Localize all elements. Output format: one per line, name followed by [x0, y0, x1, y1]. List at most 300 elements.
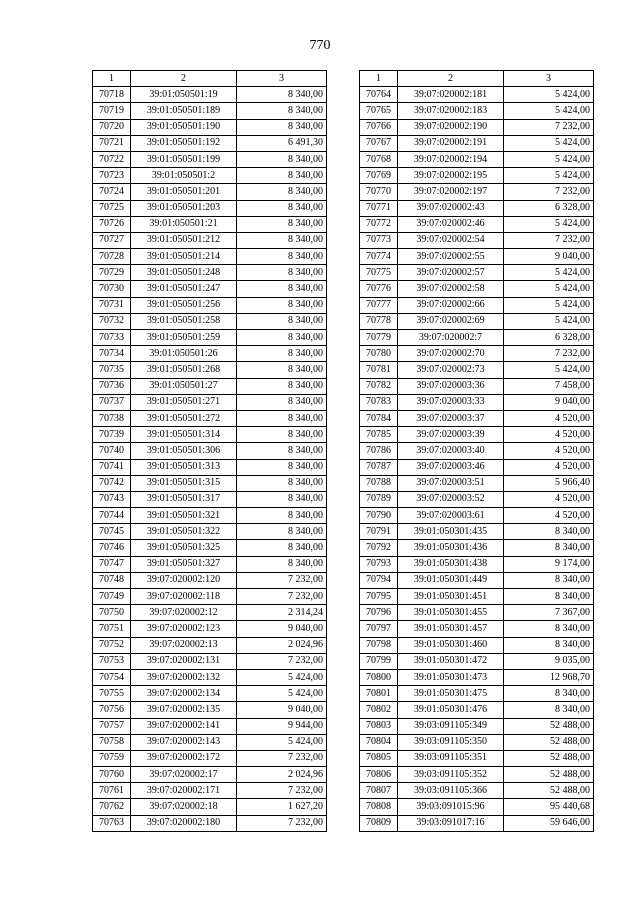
table-row — [360, 87, 594, 103]
cadastral-value: 7 232,00 — [504, 346, 594, 362]
cadastral-value: 8 340,00 — [237, 427, 327, 443]
row-number: 70775 — [360, 265, 398, 281]
table-row — [360, 653, 594, 669]
row-number: 70802 — [360, 702, 398, 718]
cadastral-number: 39:01:050501:21 — [131, 216, 237, 232]
cadastral-value: 7 232,00 — [237, 750, 327, 766]
table-row — [93, 346, 327, 362]
table-row — [93, 184, 327, 200]
row-number: 70805 — [360, 750, 398, 766]
row-number: 70719 — [93, 103, 131, 119]
cadastral-value: 52 488,00 — [504, 718, 594, 734]
table-row — [93, 783, 327, 799]
cadastral-number: 39:07:020002:73 — [398, 362, 504, 378]
row-number: 70782 — [360, 378, 398, 394]
cadastral-number: 39:07:020002:46 — [398, 216, 504, 232]
cadastral-value: 5 424,00 — [504, 265, 594, 281]
row-number: 70746 — [93, 540, 131, 556]
row-number: 70801 — [360, 686, 398, 702]
table-row — [93, 750, 327, 766]
table-row — [93, 718, 327, 734]
table-row — [93, 540, 327, 556]
cadastral-number: 39:07:020003:40 — [398, 443, 504, 459]
table-row — [93, 249, 327, 265]
cadastral-number: 39:01:050301:451 — [398, 589, 504, 605]
cadastral-value: 8 340,00 — [237, 184, 327, 200]
cadastral-number: 39:01:050501:321 — [131, 508, 237, 524]
table-row — [360, 540, 594, 556]
cadastral-number: 39:07:020002:194 — [398, 151, 504, 167]
table-row — [93, 135, 327, 151]
cadastral-number: 39:07:020002:13 — [131, 637, 237, 653]
cadastral-number: 39:01:050301:460 — [398, 637, 504, 653]
cadastral-number: 39:01:050501:247 — [131, 281, 237, 297]
cadastral-value: 8 340,00 — [237, 281, 327, 297]
cadastral-number: 39:01:050501:317 — [131, 491, 237, 507]
row-number: 70726 — [93, 216, 131, 232]
cadastral-number: 39:01:050301:457 — [398, 621, 504, 637]
table-row — [93, 151, 327, 167]
table-row — [360, 297, 594, 313]
row-number: 70720 — [93, 119, 131, 135]
table-row — [360, 475, 594, 491]
cadastral-value: 52 488,00 — [504, 783, 594, 799]
table-row — [360, 330, 594, 346]
cadastral-value: 8 340,00 — [237, 394, 327, 410]
cadastral-value: 59 646,00 — [504, 815, 594, 831]
table-row — [360, 443, 594, 459]
cadastral-value: 52 488,00 — [504, 750, 594, 766]
row-number: 70751 — [93, 621, 131, 637]
row-number: 70769 — [360, 168, 398, 184]
cadastral-number: 39:01:050501:199 — [131, 151, 237, 167]
table-row — [93, 265, 327, 281]
cadastral-value: 8 340,00 — [237, 362, 327, 378]
header-row — [360, 71, 594, 87]
cadastral-number: 39:01:050501:259 — [131, 330, 237, 346]
table-row — [360, 151, 594, 167]
cadastral-value: 8 340,00 — [504, 621, 594, 637]
cadastral-value: 8 340,00 — [504, 589, 594, 605]
cadastral-number: 39:07:020002:171 — [131, 783, 237, 799]
table-row — [360, 346, 594, 362]
row-number: 70767 — [360, 135, 398, 151]
cadastral-number: 39:01:050501:203 — [131, 200, 237, 216]
row-number: 70774 — [360, 249, 398, 265]
cadastral-number: 39:07:020002:57 — [398, 265, 504, 281]
table-row — [93, 427, 327, 443]
cadastral-value: 8 340,00 — [237, 265, 327, 281]
row-number: 70806 — [360, 767, 398, 783]
cadastral-value: 9 944,00 — [237, 718, 327, 734]
row-number: 70744 — [93, 508, 131, 524]
table-row — [93, 297, 327, 313]
cadastral-number: 39:07:020002:131 — [131, 653, 237, 669]
table-row — [93, 103, 327, 119]
cadastral-value: 7 232,00 — [504, 232, 594, 248]
row-number: 70745 — [93, 524, 131, 540]
row-number: 70789 — [360, 491, 398, 507]
cadastral-number: 39:01:050301:455 — [398, 605, 504, 621]
table-row — [360, 734, 594, 750]
row-number: 70770 — [360, 184, 398, 200]
cadastral-number: 39:01:050301:475 — [398, 686, 504, 702]
row-number: 70725 — [93, 200, 131, 216]
cadastral-value: 8 340,00 — [237, 151, 327, 167]
cadastral-value: 4 520,00 — [504, 443, 594, 459]
table-row — [360, 783, 594, 799]
cadastral-number: 39:01:050501:212 — [131, 232, 237, 248]
row-number: 70798 — [360, 637, 398, 653]
table-row — [93, 799, 327, 815]
table-row — [360, 718, 594, 734]
table-row — [360, 459, 594, 475]
row-number: 70795 — [360, 589, 398, 605]
cadastral-value: 8 340,00 — [237, 313, 327, 329]
cadastral-value: 6 491,30 — [237, 135, 327, 151]
table-row — [360, 637, 594, 653]
cadastral-value: 8 340,00 — [237, 249, 327, 265]
cadastral-number: 39:01:050501:325 — [131, 540, 237, 556]
cadastral-number: 39:07:020002:181 — [398, 87, 504, 103]
cadastral-value: 6 328,00 — [504, 330, 594, 346]
row-number: 70730 — [93, 281, 131, 297]
row-number: 70750 — [93, 605, 131, 621]
cadastral-value: 5 424,00 — [504, 362, 594, 378]
cadastral-number: 39:03:091015:96 — [398, 799, 504, 815]
cadastral-value: 5 424,00 — [504, 103, 594, 119]
table-row — [93, 556, 327, 572]
row-number: 70759 — [93, 750, 131, 766]
cadastral-value: 8 340,00 — [237, 103, 327, 119]
table-row — [360, 556, 594, 572]
row-number: 70804 — [360, 734, 398, 750]
row-number: 70749 — [93, 589, 131, 605]
row-number: 70765 — [360, 103, 398, 119]
table-row — [360, 686, 594, 702]
row-number: 70809 — [360, 815, 398, 831]
table-row — [93, 168, 327, 184]
table-row — [360, 799, 594, 815]
cadastral-number: 39:07:020002:197 — [398, 184, 504, 200]
cadastral-number: 39:03:091105:352 — [398, 767, 504, 783]
cadastral-number: 39:07:020002:123 — [131, 621, 237, 637]
cadastral-value: 8 340,00 — [237, 475, 327, 491]
row-number: 70790 — [360, 508, 398, 524]
cadastral-value: 8 340,00 — [237, 443, 327, 459]
row-number: 70779 — [360, 330, 398, 346]
cadastral-number: 39:01:050301:449 — [398, 572, 504, 588]
table-row — [93, 589, 327, 605]
table-row — [360, 669, 594, 685]
cadastral-number: 39:01:050501:192 — [131, 135, 237, 151]
cadastral-number: 39:07:020002:69 — [398, 313, 504, 329]
cadastral-number: 39:07:020003:52 — [398, 491, 504, 507]
table-row — [360, 281, 594, 297]
cadastral-number: 39:01:050501:315 — [131, 475, 237, 491]
table-row — [360, 815, 594, 831]
row-number: 70762 — [93, 799, 131, 815]
cadastral-value: 2 024,96 — [237, 767, 327, 783]
cadastral-value: 4 520,00 — [504, 491, 594, 507]
table-row — [93, 216, 327, 232]
cadastral-number: 39:01:050501:313 — [131, 459, 237, 475]
table-row — [93, 378, 327, 394]
cadastral-value: 8 340,00 — [237, 346, 327, 362]
row-number: 70760 — [93, 767, 131, 783]
cadastral-value: 8 340,00 — [237, 232, 327, 248]
cadastral-number: 39:01:050301:472 — [398, 653, 504, 669]
cadastral-number: 39:01:050501:272 — [131, 410, 237, 426]
cadastral-value: 8 340,00 — [237, 410, 327, 426]
cadastral-number: 39:07:020002:120 — [131, 572, 237, 588]
cadastral-value: 9 040,00 — [504, 394, 594, 410]
row-number: 70739 — [93, 427, 131, 443]
row-number: 70787 — [360, 459, 398, 475]
cadastral-value: 8 340,00 — [237, 200, 327, 216]
cadastral-number: 39:01:050501:268 — [131, 362, 237, 378]
table-row — [93, 87, 327, 103]
table-row — [360, 605, 594, 621]
table-row — [360, 232, 594, 248]
cadastral-value: 8 340,00 — [237, 491, 327, 507]
row-number: 70727 — [93, 232, 131, 248]
row-number: 70772 — [360, 216, 398, 232]
table-row — [93, 119, 327, 135]
column-header-1: 1 — [360, 71, 398, 87]
cadastral-number: 39:07:020003:51 — [398, 475, 504, 491]
cadastral-number: 39:07:020002:55 — [398, 249, 504, 265]
cadastral-value: 7 367,00 — [504, 605, 594, 621]
cadastral-value: 8 340,00 — [504, 572, 594, 588]
cadastral-value: 8 340,00 — [504, 702, 594, 718]
row-number: 70724 — [93, 184, 131, 200]
table-row — [93, 524, 327, 540]
cadastral-value: 8 340,00 — [237, 508, 327, 524]
table-row — [360, 508, 594, 524]
cadastral-value: 9 035,00 — [504, 653, 594, 669]
table-row — [93, 330, 327, 346]
table-row — [93, 443, 327, 459]
table-row — [360, 524, 594, 540]
row-number: 70752 — [93, 637, 131, 653]
cadastral-value: 4 520,00 — [504, 410, 594, 426]
table-row — [93, 459, 327, 475]
row-number: 70771 — [360, 200, 398, 216]
cadastral-value: 5 424,00 — [504, 168, 594, 184]
table-row — [93, 702, 327, 718]
cadastral-number: 39:07:020002:70 — [398, 346, 504, 362]
cadastral-number: 39:07:020002:18 — [131, 799, 237, 815]
table-row — [93, 605, 327, 621]
cadastral-number: 39:01:050501:271 — [131, 394, 237, 410]
cadastral-number: 39:01:050501:327 — [131, 556, 237, 572]
cadastral-value: 8 340,00 — [237, 378, 327, 394]
cadastral-number: 39:07:020002:135 — [131, 702, 237, 718]
cadastral-value: 5 424,00 — [504, 313, 594, 329]
cadastral-number: 39:07:020002:54 — [398, 232, 504, 248]
row-number: 70786 — [360, 443, 398, 459]
table-row — [360, 427, 594, 443]
column-header-1: 1 — [93, 71, 131, 87]
cadastral-number: 39:07:020002:143 — [131, 734, 237, 750]
row-number: 70799 — [360, 653, 398, 669]
cadastral-value: 8 340,00 — [504, 686, 594, 702]
cadastral-number: 39:07:020002:118 — [131, 589, 237, 605]
table-row — [360, 702, 594, 718]
cadastral-value: 9 174,00 — [504, 556, 594, 572]
cadastral-number: 39:07:020002:180 — [131, 815, 237, 831]
cadastral-number: 39:07:020002:191 — [398, 135, 504, 151]
row-number: 70785 — [360, 427, 398, 443]
table-row — [93, 734, 327, 750]
column-header-2: 2 — [398, 71, 504, 87]
row-number: 70791 — [360, 524, 398, 540]
cadastral-value: 9 040,00 — [504, 249, 594, 265]
cadastral-value: 8 340,00 — [237, 459, 327, 475]
cadastral-number: 39:07:020002:17 — [131, 767, 237, 783]
cadastral-number: 39:01:050501:248 — [131, 265, 237, 281]
table-row — [360, 200, 594, 216]
table-row — [360, 621, 594, 637]
cadastral-value: 8 340,00 — [504, 637, 594, 653]
row-number: 70793 — [360, 556, 398, 572]
cadastral-value: 1 627,20 — [237, 799, 327, 815]
cadastral-value: 7 232,00 — [504, 184, 594, 200]
cadastral-value: 4 520,00 — [504, 508, 594, 524]
cadastral-value: 5 424,00 — [237, 734, 327, 750]
cadastral-number: 39:01:050301:476 — [398, 702, 504, 718]
register-table-right — [359, 70, 594, 832]
cadastral-value: 7 232,00 — [237, 815, 327, 831]
row-number: 70797 — [360, 621, 398, 637]
cadastral-value: 7 232,00 — [504, 119, 594, 135]
cadastral-number: 39:07:020002:190 — [398, 119, 504, 135]
cadastral-number: 39:01:050301:473 — [398, 669, 504, 685]
table-row — [360, 135, 594, 151]
cadastral-number: 39:01:050301:435 — [398, 524, 504, 540]
cadastral-value: 7 232,00 — [237, 572, 327, 588]
cadastral-number: 39:07:020002:66 — [398, 297, 504, 313]
cadastral-number: 39:07:020002:141 — [131, 718, 237, 734]
cadastral-number: 39:01:050501:26 — [131, 346, 237, 362]
cadastral-number: 39:07:020002:183 — [398, 103, 504, 119]
row-number: 70781 — [360, 362, 398, 378]
table-row — [360, 767, 594, 783]
cadastral-value: 12 968,70 — [504, 669, 594, 685]
row-number: 70803 — [360, 718, 398, 734]
cadastral-value: 2 024,96 — [237, 637, 327, 653]
row-number: 70756 — [93, 702, 131, 718]
table-row — [360, 184, 594, 200]
cadastral-value: 9 040,00 — [237, 702, 327, 718]
cadastral-number: 39:01:050501:322 — [131, 524, 237, 540]
cadastral-value: 4 520,00 — [504, 459, 594, 475]
row-number: 70807 — [360, 783, 398, 799]
cadastral-number: 39:03:091105:366 — [398, 783, 504, 799]
cadastral-value: 7 232,00 — [237, 783, 327, 799]
cadastral-value: 5 424,00 — [504, 87, 594, 103]
cadastral-value: 5 424,00 — [504, 151, 594, 167]
row-number: 70800 — [360, 669, 398, 685]
cadastral-number: 39:07:020002:172 — [131, 750, 237, 766]
row-number: 70733 — [93, 330, 131, 346]
table-row — [93, 313, 327, 329]
cadastral-value: 5 966,40 — [504, 475, 594, 491]
cadastral-value: 5 424,00 — [504, 216, 594, 232]
table-row — [93, 232, 327, 248]
cadastral-value: 8 340,00 — [237, 330, 327, 346]
table-row — [93, 572, 327, 588]
row-number: 70747 — [93, 556, 131, 572]
table-row — [93, 686, 327, 702]
cadastral-value: 52 488,00 — [504, 767, 594, 783]
cadastral-value: 4 520,00 — [504, 427, 594, 443]
cadastral-value: 7 232,00 — [237, 589, 327, 605]
cadastral-number: 39:01:050501:19 — [131, 87, 237, 103]
row-number: 70742 — [93, 475, 131, 491]
row-number: 70755 — [93, 686, 131, 702]
row-number: 70718 — [93, 87, 131, 103]
cadastral-number: 39:07:020002:12 — [131, 605, 237, 621]
row-number: 70780 — [360, 346, 398, 362]
table-row — [93, 362, 327, 378]
table-row — [360, 313, 594, 329]
row-number: 70764 — [360, 87, 398, 103]
table-row — [360, 119, 594, 135]
table-row — [360, 249, 594, 265]
table-row — [93, 200, 327, 216]
row-number: 70721 — [93, 135, 131, 151]
table-row — [360, 750, 594, 766]
row-number: 70723 — [93, 168, 131, 184]
cadastral-number: 39:07:020002:132 — [131, 669, 237, 685]
cadastral-number: 39:01:050501:189 — [131, 103, 237, 119]
row-number: 70738 — [93, 410, 131, 426]
cadastral-value: 9 040,00 — [237, 621, 327, 637]
row-number: 70808 — [360, 799, 398, 815]
row-number: 70776 — [360, 281, 398, 297]
row-number: 70737 — [93, 394, 131, 410]
cadastral-number: 39:07:020003:61 — [398, 508, 504, 524]
cadastral-value: 5 424,00 — [504, 281, 594, 297]
cadastral-value: 8 340,00 — [237, 87, 327, 103]
cadastral-number: 39:03:091105:350 — [398, 734, 504, 750]
cadastral-number: 39:07:020003:36 — [398, 378, 504, 394]
cadastral-number: 39:01:050501:201 — [131, 184, 237, 200]
row-number: 70788 — [360, 475, 398, 491]
row-number: 70763 — [93, 815, 131, 831]
table-row — [93, 621, 327, 637]
table-row — [360, 394, 594, 410]
row-number: 70734 — [93, 346, 131, 362]
table-row — [360, 589, 594, 605]
row-number: 70794 — [360, 572, 398, 588]
cadastral-value: 2 314,24 — [237, 605, 327, 621]
cadastral-value: 5 424,00 — [237, 669, 327, 685]
column-header-3: 3 — [504, 71, 594, 87]
row-number: 70740 — [93, 443, 131, 459]
cadastral-number: 39:07:020002:7 — [398, 330, 504, 346]
row-number: 70743 — [93, 491, 131, 507]
row-number: 70748 — [93, 572, 131, 588]
row-number: 70778 — [360, 313, 398, 329]
column-header-3: 3 — [237, 71, 327, 87]
row-number: 70796 — [360, 605, 398, 621]
page-number: 770 — [309, 38, 331, 53]
cadastral-value: 8 340,00 — [237, 119, 327, 135]
row-number: 70735 — [93, 362, 131, 378]
